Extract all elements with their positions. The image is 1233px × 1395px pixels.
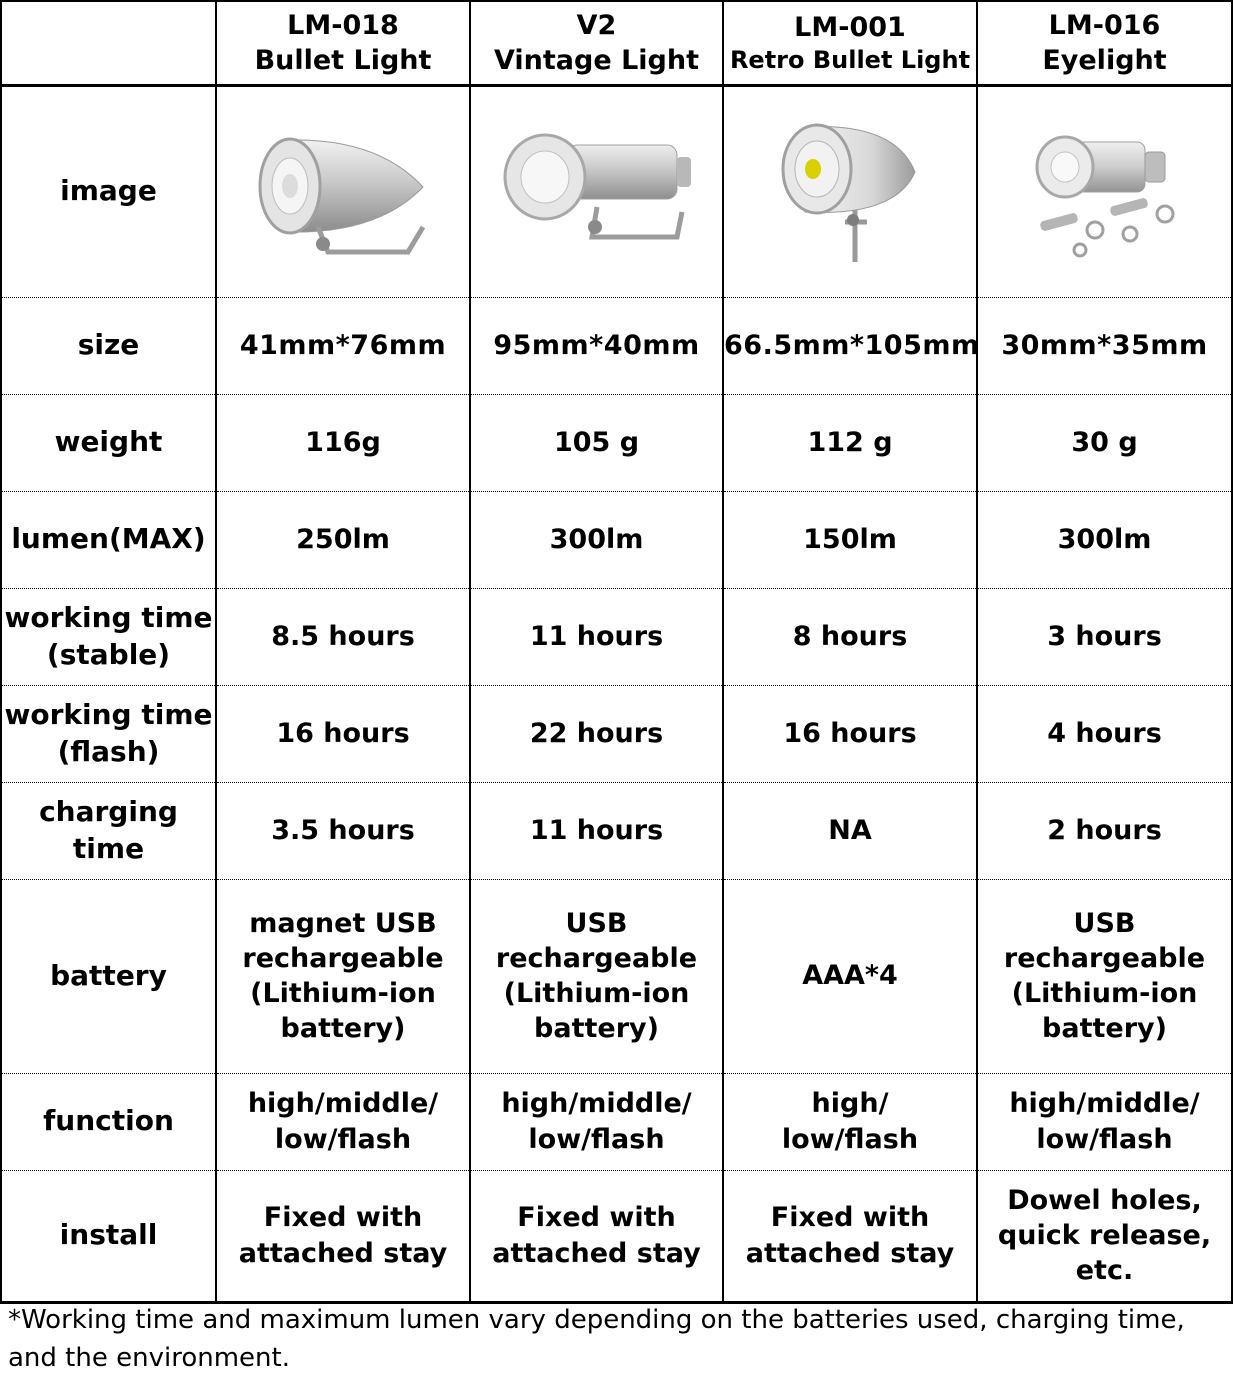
footnote-line: *Working time and maximum lumen vary depending on the batteries used, charging time,	[8, 1305, 1185, 1335]
footnote-line: and the environment.	[8, 1342, 290, 1373]
model-label: LM-018	[287, 9, 399, 41]
retro-bullet-light-icon	[775, 112, 925, 272]
row-lumen	[1, 491, 1232, 588]
battery-line: USB rechargeable	[1003, 907, 1206, 974]
product-name: Eyelight	[1042, 44, 1167, 76]
working-stable-cell: 8.5 hours	[216, 588, 470, 685]
row-label: image	[1, 85, 216, 297]
working-flash-cell: 22 hours	[470, 685, 723, 782]
size-cell: 66.5mm*105mm	[723, 297, 977, 394]
row-label-line: (flash)	[57, 734, 160, 768]
size-cell: 95mm*40mm	[470, 297, 723, 394]
row-label: battery	[1, 879, 216, 1073]
install-line: etc.	[1075, 1255, 1134, 1287]
row-label	[1, 685, 216, 782]
battery-line: battery)	[534, 1013, 659, 1045]
battery-line: rechargeable	[242, 942, 444, 974]
working-stable-cell: 3 hours	[977, 588, 1232, 685]
model-label: LM-016	[1048, 9, 1161, 41]
row-label	[1, 782, 216, 879]
battery-line: (Lithium-ion	[1011, 978, 1198, 1009]
battery-cell	[470, 879, 723, 1073]
row-charging-time	[1, 782, 1232, 879]
header-row	[1, 1, 1232, 85]
function-cell	[470, 1073, 723, 1170]
charging-cell: 3.5 hours	[216, 782, 470, 879]
footnote	[8, 1302, 1228, 1377]
install-line: quick release,	[997, 1219, 1212, 1251]
lumen-cell: 150lm	[723, 491, 977, 588]
lumen-cell: 300lm	[977, 491, 1232, 588]
row-battery	[1, 879, 1232, 1073]
install-cell	[216, 1170, 470, 1302]
row-label-line: working time	[4, 601, 213, 635]
battery-cell	[723, 879, 977, 1073]
install-line: attached stay	[745, 1237, 955, 1269]
function-cell	[723, 1073, 977, 1170]
weight-cell: 112 g	[723, 394, 977, 491]
row-label-line: charging	[39, 795, 178, 829]
install-cell	[977, 1170, 1232, 1302]
working-flash-cell: 4 hours	[977, 685, 1232, 782]
function-line: high/	[811, 1088, 889, 1120]
row-size	[1, 297, 1232, 394]
battery-cell	[216, 879, 470, 1073]
row-label: size	[1, 297, 216, 394]
charging-cell: 11 hours	[470, 782, 723, 879]
row-label	[1, 588, 216, 685]
row-label-line: time	[72, 831, 145, 865]
battery-line: magnet USB	[249, 907, 437, 939]
install-cell	[723, 1170, 977, 1302]
model-label: V2	[576, 9, 617, 41]
row-label-line: working time	[4, 698, 213, 732]
model-label: LM-001	[794, 11, 906, 43]
corner-cell	[1, 1, 216, 85]
row-label: lumen(MAX)	[1, 491, 216, 588]
product-name: Retro Bullet Light	[729, 45, 971, 74]
size-cell: 30mm*35mm	[977, 297, 1232, 394]
working-stable-cell: 8 hours	[723, 588, 977, 685]
weight-cell: 30 g	[977, 394, 1232, 491]
row-working-time-stable	[1, 588, 1232, 685]
install-line: Dowel holes,	[1007, 1184, 1202, 1216]
working-flash-cell: 16 hours	[723, 685, 977, 782]
battery-line: AAA*4	[802, 960, 898, 992]
lumen-cell: 250lm	[216, 491, 470, 588]
function-line: high/middle/	[501, 1088, 692, 1120]
size-cell: 41mm*76mm	[216, 297, 470, 394]
row-label-line: (stable)	[46, 637, 171, 671]
row-install	[1, 1170, 1232, 1302]
battery-line: battery)	[280, 1013, 406, 1045]
vintage-light-icon	[497, 127, 697, 257]
function-line: high/middle/	[1009, 1088, 1200, 1120]
lumen-cell: 300lm	[470, 491, 723, 588]
function-line: high/middle/	[247, 1088, 439, 1120]
function-cell	[216, 1073, 470, 1170]
function-line: low/flash	[781, 1123, 919, 1155]
battery-cell	[977, 879, 1232, 1073]
row-weight	[1, 394, 1232, 491]
weight-cell: 105 g	[470, 394, 723, 491]
charging-cell: 2 hours	[977, 782, 1232, 879]
install-line: attached stay	[492, 1237, 701, 1269]
image-cell-lm016	[977, 85, 1232, 297]
product-header-v2	[470, 1, 723, 85]
battery-line: USB rechargeable	[495, 907, 698, 974]
function-line: low/flash	[1036, 1123, 1173, 1155]
function-line: low/flash	[528, 1123, 665, 1155]
install-line: attached stay	[238, 1237, 448, 1269]
function-line: low/flash	[274, 1123, 412, 1155]
product-header-lm018	[216, 1, 470, 85]
row-function	[1, 1073, 1232, 1170]
install-cell	[470, 1170, 723, 1302]
battery-line: (Lithium-ion	[250, 978, 436, 1009]
working-flash-cell: 16 hours	[216, 685, 470, 782]
charging-cell: NA	[723, 782, 977, 879]
weight-cell: 116g	[216, 394, 470, 491]
battery-line: (Lithium-ion	[503, 978, 690, 1009]
row-working-time-flash	[1, 685, 1232, 782]
working-stable-cell: 11 hours	[470, 588, 723, 685]
function-cell	[977, 1073, 1232, 1170]
battery-line: battery)	[1042, 1013, 1167, 1045]
row-image	[1, 85, 1232, 297]
eyelight-icon	[1020, 122, 1190, 262]
install-line: Fixed with	[263, 1202, 423, 1234]
install-line: Fixed with	[770, 1202, 930, 1234]
product-name: Vintage Light	[494, 44, 699, 76]
image-cell-lm001	[723, 85, 977, 297]
row-label: weight	[1, 394, 216, 491]
product-name: Bullet Light	[254, 44, 432, 76]
install-line: Fixed with	[517, 1202, 676, 1234]
image-cell-v2	[470, 85, 723, 297]
bullet-light-icon	[248, 122, 438, 262]
image-cell-lm018	[216, 85, 470, 297]
row-label: install	[1, 1170, 216, 1302]
product-header-lm001	[723, 1, 977, 85]
product-header-lm016	[977, 1, 1232, 85]
row-label: function	[1, 1073, 216, 1170]
